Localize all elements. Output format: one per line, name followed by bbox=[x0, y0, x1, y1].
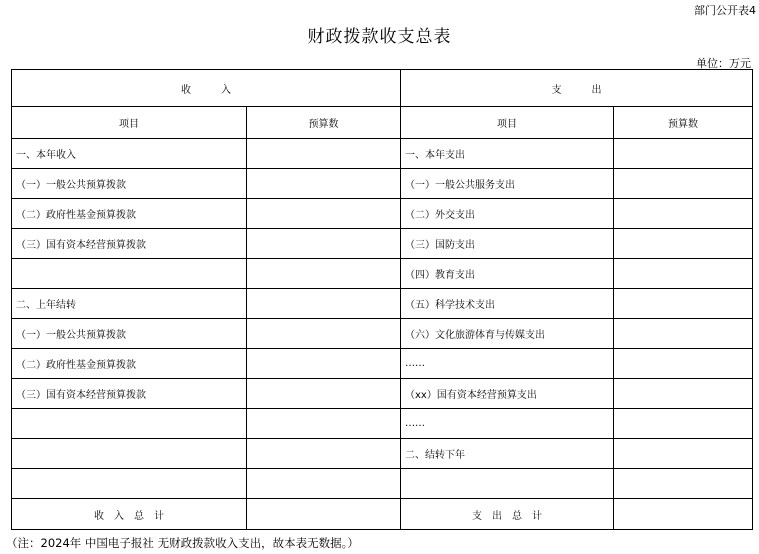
table-row bbox=[12, 469, 753, 499]
table-row bbox=[12, 169, 753, 199]
expense-section: 支 出 bbox=[401, 70, 753, 107]
income-amount-header: 预算数 bbox=[247, 107, 401, 139]
income-amount-cell bbox=[247, 289, 401, 319]
income-item-cell: （二）政府性基金预算拨款 bbox=[12, 349, 247, 379]
total-row bbox=[12, 499, 753, 530]
table-row bbox=[12, 319, 753, 349]
income-item-cell: 二、上年结转 bbox=[12, 289, 247, 319]
expense-item-cell: …… bbox=[401, 349, 614, 379]
table-row bbox=[12, 349, 753, 379]
table-body bbox=[12, 70, 753, 139]
income-item-cell bbox=[12, 469, 247, 499]
section-row bbox=[12, 70, 753, 107]
income-amount-cell bbox=[247, 139, 401, 169]
income-section: 收 入 bbox=[12, 70, 401, 107]
income-amount-cell bbox=[247, 319, 401, 349]
expense-amount-cell bbox=[614, 229, 753, 259]
income-amount-cell bbox=[247, 229, 401, 259]
footnote: （注：2024年 中国电子报社 无财政拨款收入支出，故本表无数据。） bbox=[6, 536, 359, 550]
income-amount-cell bbox=[247, 469, 401, 499]
expense-amount-cell bbox=[614, 289, 753, 319]
income-amount-cell bbox=[247, 199, 401, 229]
expense-amount-header: 预算数 bbox=[614, 107, 753, 139]
totals-body bbox=[12, 499, 753, 530]
expense-amount-cell bbox=[614, 199, 753, 229]
expense-item-cell: 二、结转下年 bbox=[401, 439, 614, 469]
income-item-cell: （一）一般公共预算拨款 bbox=[12, 169, 247, 199]
income-item-cell: （三）国有资本经营预算拨款 bbox=[12, 379, 247, 409]
table-row bbox=[12, 379, 753, 409]
expense-item-cell: （四）教育支出 bbox=[401, 259, 614, 289]
fiscal-table bbox=[11, 69, 753, 530]
expense-amount-cell bbox=[614, 469, 753, 499]
income-amount-cell bbox=[247, 439, 401, 469]
expense-item-cell: （五）科学技术支出 bbox=[401, 289, 614, 319]
expense-item-cell: （xx）国有资本经营预算支出 bbox=[401, 379, 614, 409]
income-total: 收 入 总 计 bbox=[12, 499, 247, 530]
table-row bbox=[12, 409, 753, 439]
form-number: 部门公开表4 bbox=[694, 4, 756, 17]
income-total-amount bbox=[247, 499, 401, 530]
income-amount-cell bbox=[247, 349, 401, 379]
table-row bbox=[12, 199, 753, 229]
income-item-header: 项目 bbox=[12, 107, 247, 139]
table-row bbox=[12, 439, 753, 469]
table-row bbox=[12, 229, 753, 259]
income-item-cell bbox=[12, 439, 247, 469]
expense-total-amount bbox=[614, 499, 753, 530]
table-row bbox=[12, 139, 753, 169]
table-row bbox=[12, 289, 753, 319]
expense-amount-cell bbox=[614, 169, 753, 199]
expense-total: 支 出 总 计 bbox=[401, 499, 614, 530]
income-item-cell: 一、本年收入 bbox=[12, 139, 247, 169]
expense-amount-cell bbox=[614, 319, 753, 349]
income-amount-cell bbox=[247, 259, 401, 289]
expense-item-cell: （一）一般公共服务支出 bbox=[401, 169, 614, 199]
data-rows bbox=[12, 139, 753, 499]
page-title: 财政拨款收支总表 bbox=[307, 27, 452, 47]
expense-amount-cell bbox=[614, 139, 753, 169]
income-item-cell: （一）一般公共预算拨款 bbox=[12, 319, 247, 349]
income-amount-cell bbox=[247, 409, 401, 439]
income-item-cell bbox=[12, 409, 247, 439]
expense-item-cell: （二）外交支出 bbox=[401, 199, 614, 229]
income-item-cell: （二）政府性基金预算拨款 bbox=[12, 199, 247, 229]
unit-label: 单位：万元 bbox=[696, 57, 751, 70]
expense-amount-cell bbox=[614, 379, 753, 409]
expense-item-cell bbox=[401, 469, 614, 499]
income-item-cell: （三）国有资本经营预算拨款 bbox=[12, 229, 247, 259]
table-row bbox=[12, 259, 753, 289]
expense-item-header: 项目 bbox=[401, 107, 614, 139]
expense-item-cell: 一、本年支出 bbox=[401, 139, 614, 169]
expense-amount-cell bbox=[614, 409, 753, 439]
income-amount-cell bbox=[247, 169, 401, 199]
expense-amount-cell bbox=[614, 439, 753, 469]
header-row bbox=[12, 107, 753, 139]
expense-item-cell: …… bbox=[401, 409, 614, 439]
expense-item-cell: （六）文化旅游体育与传媒支出 bbox=[401, 319, 614, 349]
income-item-cell bbox=[12, 259, 247, 289]
expense-item-cell: （三）国防支出 bbox=[401, 229, 614, 259]
expense-amount-cell bbox=[614, 259, 753, 289]
expense-amount-cell bbox=[614, 349, 753, 379]
income-amount-cell bbox=[247, 379, 401, 409]
